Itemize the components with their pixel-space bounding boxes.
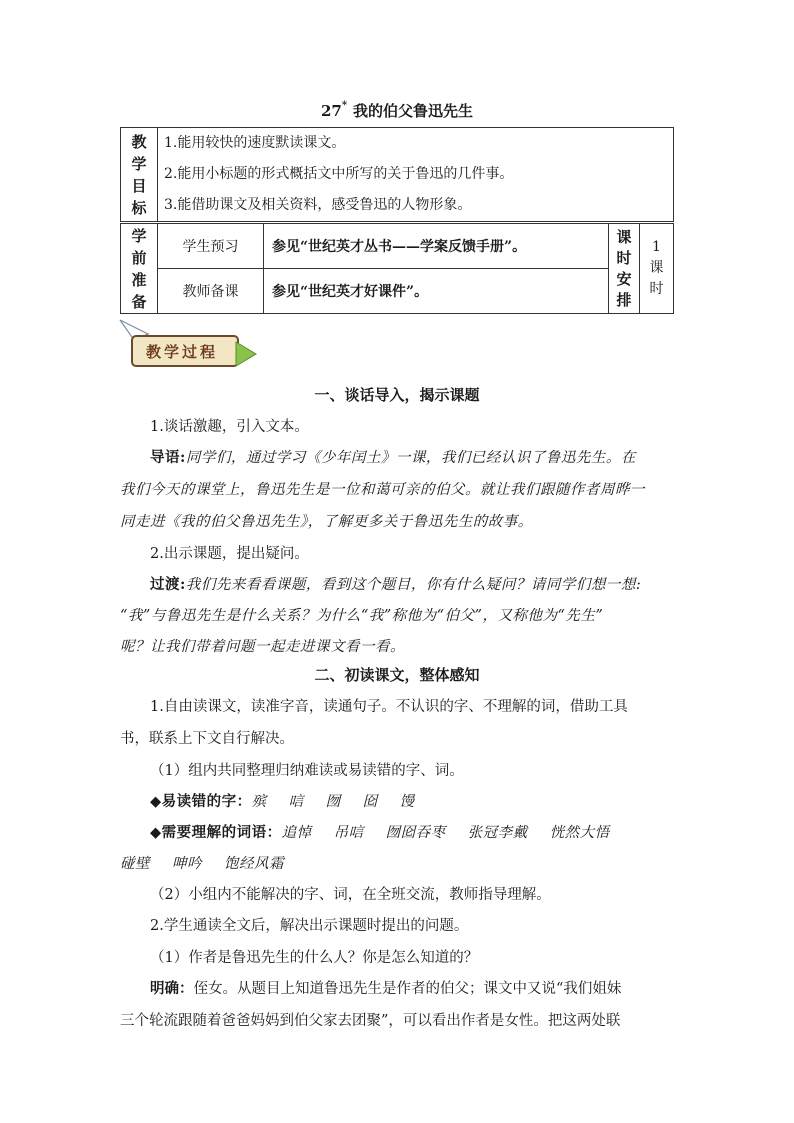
step-text: 2.出示课题，提出疑问。 [150,546,309,562]
lesson-number: 27 [320,102,342,120]
word-item: 吊唁 [333,825,364,841]
char-item: 馒 [399,794,415,810]
intro-line: 同走进《我的伯父鲁迅先生》，了解更多关于鲁迅先生的故事。 [120,514,533,530]
objectives-header: 教 学 目 标 [121,128,158,222]
intro-paragraph: 导语:同学们，通过学习《少年闰土》一课，我们已经认识了鲁迅先生。在 [150,449,636,466]
word-item: 呻吟 [172,856,202,872]
paper-plane-icon [118,318,258,374]
schedule-value: 1 课 时 [640,224,674,314]
teacher-prep-label: 教师备课 [158,269,264,314]
schedule-header: 课 时 安 排 [609,224,640,314]
word-item: 饱经风霜 [224,856,284,872]
teacher-prep-content: 参见“世纪英才好课件”。 [264,269,609,314]
lesson-title: 我的伯父鲁迅先生 [353,102,474,120]
section-heading: 二、初读课文，整体感知 [314,666,480,684]
intro-label: 导语: [150,449,186,466]
word-item: 恍然大悟 [549,825,610,841]
vocab-words-cont [120,852,284,873]
transition-line: “我”与鲁迅先生是什么关系？为什么“我”称他为“伯父”，又称他为“先生” [120,608,604,624]
char-item: 囫 [325,794,341,810]
substep-text: （2）小组内不能解决的字、词，在全班交流，教师指导理解。 [150,887,551,903]
objective-item: 3.能借助课文及相关资料，感受鲁迅的人物形象。 [164,197,472,213]
answer-line: 三个轮流跟随着爸爸妈妈到伯父家去团聚”，可以看出作者是女性。把这两处联 [120,1013,621,1029]
section-heading: 一、谈话导入，揭示课题 [314,386,480,404]
vocab-words: ◆需要理解的词语：追悼 吊唁 囫囵吞枣 张冠李戴 恍然大悟 [150,824,610,841]
char-item: 唁 [288,794,304,810]
intro-line: 我们今天的课堂上，鲁迅先生是一位和蔼可亲的伯父。就让我们跟随作者周晔一 [120,482,645,498]
hard-characters: ◆易读错的字：殡 唁 囫 囵 馒 [150,793,415,810]
step-text: 1.谈话激趣，引入文本。 [150,419,309,435]
word-item: 张冠李戴 [467,825,528,841]
step-text: 1.自由读课文，读准字音，读通句子。不认识的字、不理解的词，借助工具 [150,699,628,715]
student-prep-content: 参见“世纪英才丛书——学案反馈手册”。 [264,224,609,269]
substep-text: （1）组内共同整理归纳难读或易读错的字、词。 [150,763,464,779]
transition-paragraph: 过渡:我们先来看看课题，看到这个题目，你有什么疑问？请同学们想一想: [150,576,642,593]
objectives-table [120,127,674,222]
student-prep-label: 学生预习 [158,224,264,269]
step-text: 书，联系上下文自行解决。 [120,731,294,747]
char-item: 殡 [251,794,267,810]
preparation-table [120,223,674,314]
word-item: 碰壁 [120,856,150,872]
objective-item: 2.能用小标题的形式概括文中所写的关于鲁迅的几件事。 [164,166,514,182]
objective-item: 1.能用较快的速度默读课文。 [164,135,346,151]
lesson-star: * [341,100,348,111]
word-item: 追悼 [281,825,312,841]
transition-label: 过渡: [150,576,186,593]
banner-text: 教学过程 [145,343,219,361]
word-item: 囫囵吞枣 [385,825,446,841]
char-item: 囵 [362,794,378,810]
objectives-list [158,128,674,222]
teaching-process-banner [118,318,258,374]
preparation-header: 学 前 准 备 [121,224,158,314]
answer-label: 明确： [150,980,194,997]
step-text: 2.学生通读全文后，解决出示课题时提出的问题。 [150,918,469,934]
transition-line: 呢？让我们带着问题一起走进课文看一看。 [120,639,405,655]
answer-paragraph: 明确：侄女。从题目上知道鲁迅先生是作者的伯父；课文中又说“我们姐妹 [150,980,622,997]
page-title [0,100,794,121]
substep-text: （1）作者是鲁迅先生的什么人？你是怎么知道的？ [150,950,479,966]
